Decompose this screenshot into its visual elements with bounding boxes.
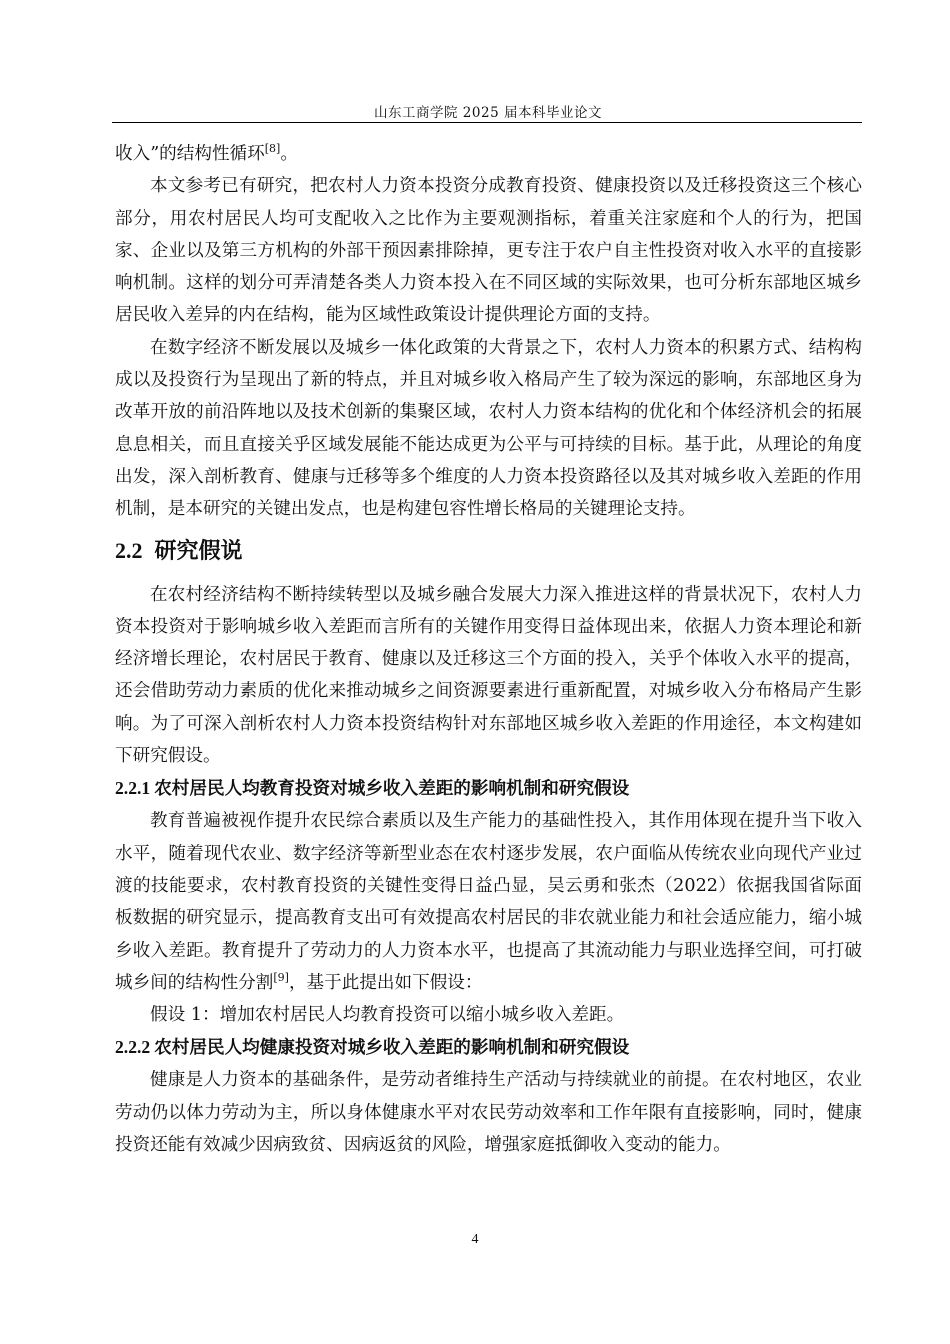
- paragraph-text-tail: ，基于此提出如下假设：: [288, 972, 483, 993]
- subsection-title: 农村居民人均教育投资对城乡收入差距的影响机制和研究假设: [154, 779, 630, 800]
- section-title: 研究假说: [154, 537, 243, 564]
- paragraph: 在农村经济结构不断持续转型以及城乡融合发展大力深入推进这样的背景状况下，农村人力资本投资对于影响城乡收入差距而言所有的关键作用变得日益体现出来，依据人力资本理论和新经济增长理论，农村居民于教育、健康以及迁移这三个方面的投入，关乎个体收入水平的提高，还会借助劳动力素质的优化来推动城乡之间资源要素进行重新配置，对城乡收入分布格局产生影响。为了可深入剖析农村人力资本投资结构针对东部地区城乡收入差距的作用途径，本文构建如下研究假设。: [115, 584, 862, 767]
- hypothesis-1: 假设 1：增加农村居民人均教育投资可以缩小城乡收入差距。: [150, 1005, 625, 1026]
- running-header: 山东工商学院 2025 届本科毕业论文: [374, 105, 602, 121]
- paragraph: [115, 805, 862, 999]
- paragraph-text-tail: 。: [280, 144, 298, 164]
- citation-ref: [8]: [264, 142, 281, 156]
- paragraph: 本文参考已有研究，把农村人力资本投资分成教育投资、健康投资以及迁移投资这三个核心部分，用农村居民人均可支配收入之比作为主要观测指标，着重关注家庭和个人的行为，把国家、企业以及第三方机构的外部干预因素排除掉，更专注于农户自主性投资对收入水平的直接影响机制。这样的划分可弄清楚各类人力资本投入在不同区域的实际效果，也可分析东部地区城乡居民收入差异的内在结构，能为区域性政策设计提供理论方面的支持。: [115, 176, 862, 326]
- paragraph: 健康是人力资本的基础条件，是劳动者维持生产活动与持续就业的前提。在农村地区，农业劳动仍以体力劳动为主，所以身体健康水平对农民劳动效率和工作年限有直接影响，同时，健康投资还能有效减少因病致贫、因病返贫的风险，增强家庭抵御收入变动的能力。: [115, 1070, 862, 1156]
- body-text: [115, 138, 862, 1161]
- subsection-number: 2.2.1: [115, 778, 151, 799]
- subsection-heading: [115, 772, 862, 805]
- page-number: 4: [471, 1232, 479, 1247]
- paragraph-text: 教育普遍被视作提升农民综合素质以及生产能力的基础性投入，其作用体现在提升当下收入水平，随着现代农业、数字经济等新型业态在农村逐步发展，农户面临从传统农业向现代产业过渡的技能要求，农村教育投资的关键性变得日益凸显，吴云勇和张杰（2022）依据我国省际面板数据的研究显示，提高教育支出可有效提高农村居民的非农就业能力和社会适应能力，缩小城乡收入差距。教育提升了劳动力的人力资本水平，也提高了其流动能力与职业选择空间，可打破城乡间的结构性分割: [115, 811, 862, 993]
- subsection-heading: [115, 1031, 862, 1064]
- citation-ref: [9]: [273, 970, 289, 984]
- paragraph: 在数字经济不断发展以及城乡一体化政策的大背景之下，农村人力资本的积累方式、结构构成以及投资行为呈现出了新的特点，并且对城乡收入格局产生了较为深远的影响，东部地区身为改革开放的前沿阵地以及技术创新的集聚区域，农村人力资本结构的优化和个体经济机会的拓展息息相关，而且直接关乎区域发展能不能达成更为公平与可持续的目标。基于此，从理论的角度出发，深入剖析教育、健康与迁移等多个维度的人力资本投资路径以及其对城乡收入差距的作用机制，是本研究的关键出发点，也是构建包容性增长格局的关键理论支持。: [115, 337, 862, 520]
- section-number: 2.2: [115, 537, 143, 563]
- paragraph-text: 收入”的结构性循环: [115, 144, 265, 164]
- subsection-number: 2.2.2: [115, 1037, 151, 1058]
- subsection-title: 农村居民人均健康投资对城乡收入差距的影响机制和研究假设: [154, 1038, 630, 1059]
- header-rule: [112, 122, 862, 123]
- section-heading: [115, 529, 862, 573]
- paragraph-continuation: [115, 138, 862, 170]
